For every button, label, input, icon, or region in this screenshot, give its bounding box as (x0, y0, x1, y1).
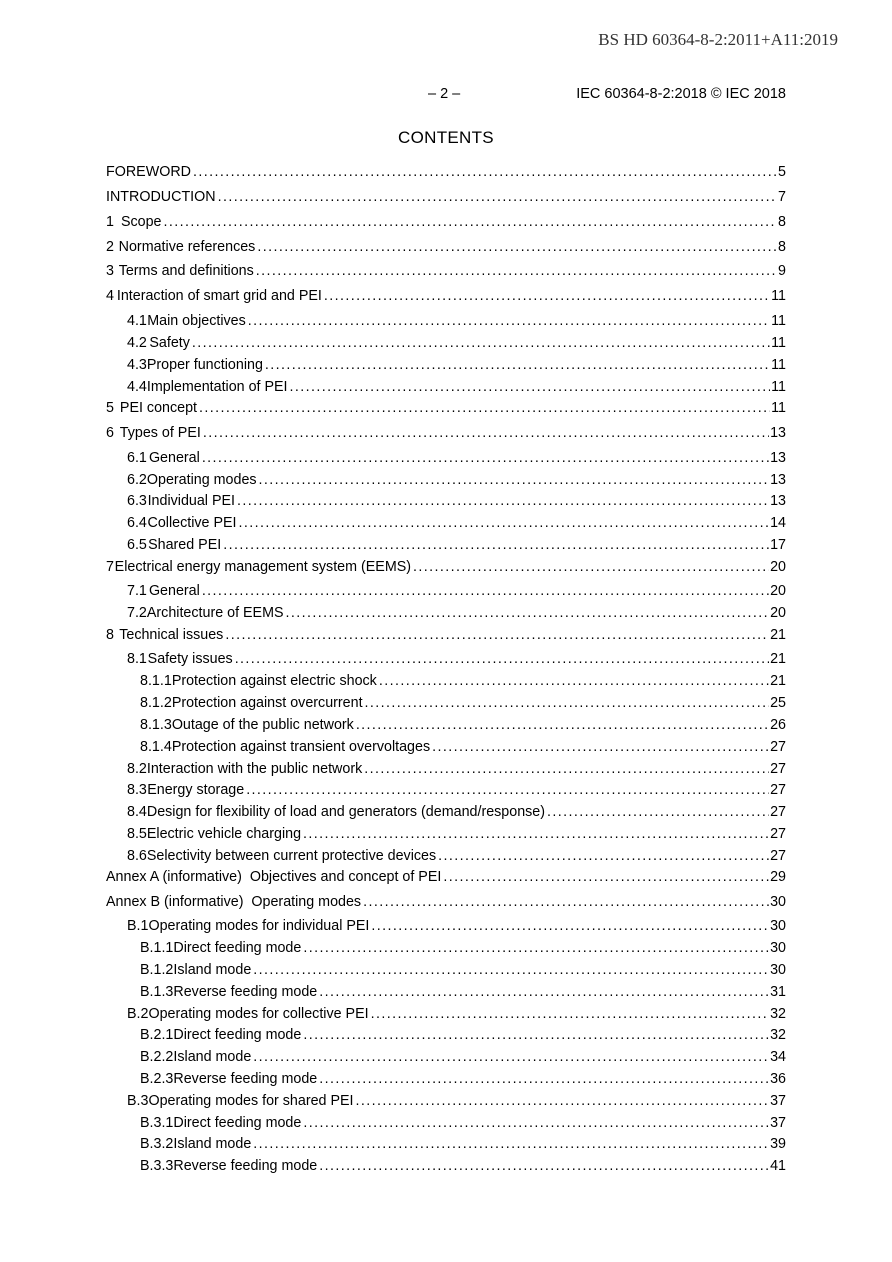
toc-dot-leader (223, 536, 769, 554)
toc-entry-label: Island mode (173, 962, 252, 978)
toc-entry[interactable] (127, 471, 786, 489)
toc-entry-page: 36 (770, 1071, 786, 1087)
toc-dot-leader (248, 312, 770, 330)
toc-dot-leader (253, 1048, 769, 1066)
toc-entry-page: 13 (770, 425, 786, 441)
toc-entry-number: B.2.1 (140, 1027, 174, 1043)
toc-entry[interactable] (140, 1157, 786, 1175)
toc-entry-label: PEI concept (119, 400, 197, 416)
toc-entry-number: 8.1 (127, 651, 147, 667)
toc-entry[interactable] (140, 1026, 786, 1044)
toc-dot-leader (356, 1092, 770, 1110)
toc-entry-page: 37 (770, 1093, 786, 1109)
toc-dot-leader (379, 672, 769, 690)
toc-dot-leader (413, 558, 769, 576)
toc-entry-label: Direct feeding mode (173, 940, 302, 956)
toc-dot-leader (432, 738, 769, 756)
toc-dot-leader (303, 1026, 769, 1044)
toc-entry-page: 20 (770, 583, 786, 599)
toc-entry-label: Collective PEI (147, 515, 237, 531)
toc-entry-number: B.1 (127, 918, 149, 934)
toc-entry-page: 27 (770, 804, 786, 820)
toc-dot-leader (259, 471, 770, 489)
toc-entry[interactable] (106, 893, 786, 911)
toc-entry-number: 8.1.2 (140, 695, 172, 711)
toc-dot-leader (199, 399, 770, 417)
toc-entry-number: 6.2 (127, 472, 147, 488)
toc-entry-number: B.2.2 (140, 1049, 174, 1065)
toc-entry-number: B.2 (127, 1006, 149, 1022)
toc-entry[interactable] (127, 1005, 786, 1023)
toc-entry[interactable] (127, 781, 786, 799)
toc-entry-page: 34 (770, 1049, 786, 1065)
toc-entry-page: 11 (771, 379, 786, 395)
toc-entry-label: General (148, 450, 200, 466)
toc-dot-leader (303, 825, 769, 843)
toc-entry-number: B.3.2 (140, 1136, 174, 1152)
toc-entry-number: B.1.1 (140, 940, 174, 956)
toc-entry-label: Technical issues (119, 627, 224, 643)
toc-entry-label: Safety issues (147, 651, 233, 667)
toc-entry[interactable] (106, 262, 786, 280)
toc-entry-number: 8.1.3 (140, 717, 172, 733)
toc-dot-leader (218, 188, 777, 206)
toc-entry[interactable] (127, 334, 786, 352)
toc-entry-page: 27 (770, 761, 786, 777)
toc-entry-label: Types of PEI (119, 425, 201, 441)
toc-dot-leader (365, 694, 770, 712)
toc-entry[interactable] (140, 1048, 786, 1066)
toc-dot-leader (203, 424, 769, 442)
toc-entry-label: Direct feeding mode (173, 1027, 302, 1043)
toc-dot-leader (324, 287, 770, 305)
toc-entry[interactable] (127, 312, 786, 330)
toc-dot-leader (192, 334, 770, 352)
toc-entry[interactable] (106, 424, 786, 442)
toc-entry-number: 8.1.4 (140, 739, 172, 755)
document-identifier: BS HD 60364-8-2:2011+A11:2019 (598, 30, 838, 49)
toc-entry-label: Architecture of EEMS (146, 605, 284, 621)
toc-entry-label: Operating modes for collective PEI (148, 1006, 369, 1022)
toc-entry[interactable] (127, 825, 786, 843)
toc-entry-page: 27 (770, 782, 786, 798)
toc-entry[interactable] (127, 1092, 786, 1110)
toc-entry-page: 31 (770, 984, 786, 1000)
toc-entry-page: 30 (770, 940, 786, 956)
toc-entry[interactable] (106, 163, 786, 181)
toc-entry-number: 6.1 (127, 450, 147, 466)
toc-dot-leader (303, 1114, 769, 1132)
toc-entry-label: Operating modes (146, 472, 257, 488)
toc-entry-label: Scope (120, 214, 162, 230)
toc-entry-page: 13 (770, 472, 786, 488)
toc-entry-label: Design for flexibility of load and generators (demand/response) (146, 804, 546, 820)
toc-entry-number: 8.4 (127, 804, 147, 820)
toc-dot-leader (256, 262, 777, 280)
toc-entry-label: Protection against electric shock (171, 673, 377, 689)
toc-entry-page: 14 (770, 515, 786, 531)
toc-entry-number: 7.2 (127, 605, 147, 621)
toc-entry[interactable] (127, 650, 786, 668)
toc-entry[interactable] (140, 694, 786, 712)
toc-dot-leader (257, 238, 777, 256)
toc-dot-leader (364, 760, 769, 778)
toc-entry-label: Electrical energy management system (EEMS) (114, 559, 412, 575)
toc-entry-page: 32 (770, 1027, 786, 1043)
toc-entry-number: 6 (106, 425, 114, 441)
toc-entry-label: Direct feeding mode (173, 1115, 302, 1131)
toc-dot-leader (163, 213, 777, 231)
toc-entry-label: Protection against overcurrent (171, 695, 363, 711)
toc-entry-number: B.3.3 (140, 1158, 174, 1174)
toc-entry-page: 29 (770, 869, 786, 885)
toc-entry-label: Reverse feeding mode (173, 1071, 318, 1087)
toc-entry[interactable] (106, 558, 786, 576)
toc-entry-page: 11 (771, 288, 786, 304)
toc-entry-number: 6.5 (127, 537, 147, 553)
toc-dot-leader (265, 356, 770, 374)
toc-entry[interactable] (127, 803, 786, 821)
toc-entry-label: General (148, 583, 200, 599)
toc-entry-page: 27 (770, 848, 786, 864)
standard-reference: IEC 60364-8-2:2018 © IEC 2018 (576, 86, 786, 102)
toc-dot-leader (237, 492, 769, 510)
toc-entry-page: 8 (778, 214, 786, 230)
toc-entry-page: 21 (770, 627, 786, 643)
toc-entry-label: Annex A (informative) Objectives and concept of PEI (106, 869, 442, 885)
toc-entry[interactable] (127, 514, 786, 532)
toc-dot-leader (290, 378, 771, 396)
toc-entry-number: 7.1 (127, 583, 147, 599)
toc-entry-page: 13 (770, 450, 786, 466)
toc-entry-label: Implementation of PEI (146, 379, 288, 395)
toc-dot-leader (193, 163, 777, 181)
toc-dot-leader (202, 449, 769, 467)
toc-entry-number: B.1.2 (140, 962, 174, 978)
toc-dot-leader (371, 917, 769, 935)
toc-entry-page: 20 (770, 559, 786, 575)
toc-entry[interactable] (106, 213, 786, 231)
toc-entry-page: 39 (770, 1136, 786, 1152)
toc-entry-label: Selectivity between current protective devices (146, 848, 437, 864)
toc-entry-number: 3 (106, 263, 114, 279)
toc-entry-page: 8 (778, 239, 786, 255)
toc-entry-page: 27 (770, 826, 786, 842)
toc-entry[interactable] (140, 961, 786, 979)
toc-entry-page: 5 (778, 164, 786, 180)
toc-entry-number: 6.3 (127, 493, 147, 509)
toc-entry-label: Safety (149, 335, 190, 351)
toc-dot-leader (443, 868, 769, 886)
toc-entry-page: 7 (778, 189, 786, 205)
toc-dot-leader (319, 1157, 769, 1175)
toc-entry-label: Normative references (118, 239, 256, 255)
toc-entry-label: Outage of the public network (171, 717, 354, 733)
toc-entry-label: Operating modes for individual PEI (148, 918, 370, 934)
toc-entry-number: B.1.3 (140, 984, 174, 1000)
toc-entry-label: FOREWORD (106, 164, 191, 180)
toc-entry[interactable] (140, 1114, 786, 1132)
toc-entry-page: 11 (771, 357, 786, 373)
toc-entry[interactable] (127, 356, 786, 374)
toc-entry-label: Interaction of smart grid and PEI (116, 288, 322, 304)
toc-entry-number: 2 (106, 239, 114, 255)
toc-entry[interactable] (106, 626, 786, 644)
toc-entry-number: 8.5 (127, 826, 147, 842)
toc-entry-label: Interaction with the public network (146, 761, 363, 777)
toc-entry[interactable] (127, 604, 786, 622)
toc-entry-page: 30 (770, 918, 786, 934)
toc-dot-leader (319, 983, 769, 1001)
toc-entry[interactable] (106, 868, 786, 886)
toc-entry[interactable] (127, 760, 786, 778)
toc-entry-label: Individual PEI (147, 493, 235, 509)
toc-entry-number: 5 (106, 400, 114, 416)
toc-entry-label: INTRODUCTION (106, 189, 216, 205)
toc-entry-label: Main objectives (147, 313, 246, 329)
toc-entry[interactable] (140, 1070, 786, 1088)
toc-dot-leader (356, 716, 769, 734)
toc-entry-page: 27 (770, 739, 786, 755)
toc-entry[interactable] (127, 917, 786, 935)
toc-entry-number: 6.4 (127, 515, 147, 531)
toc-entry-number: 4.4 (127, 379, 147, 395)
toc-entry-page: 30 (770, 962, 786, 978)
toc-entry-label: Reverse feeding mode (173, 984, 318, 1000)
toc-entry-label: Shared PEI (148, 537, 222, 553)
toc-entry-number: 4.1 (127, 313, 147, 329)
toc-entry-label: Annex B (informative) Operating modes (106, 894, 362, 910)
toc-entry-page: 25 (770, 695, 786, 711)
toc-entry-number: 4.3 (127, 357, 147, 373)
toc-entry-page: 13 (770, 493, 786, 509)
toc-entry-label: Protection against transient overvoltages (171, 739, 431, 755)
toc-entry-label: Island mode (173, 1049, 252, 1065)
toc-entry[interactable] (127, 536, 786, 554)
toc-entry[interactable] (140, 716, 786, 734)
toc-dot-leader (253, 961, 769, 979)
toc-entry[interactable] (140, 1135, 786, 1153)
toc-entry[interactable] (140, 738, 786, 756)
toc-entry-page: 21 (770, 673, 786, 689)
toc-entry-page: 20 (770, 605, 786, 621)
toc-entry[interactable] (127, 492, 786, 510)
toc-entry-number: B.3 (127, 1093, 149, 1109)
toc-entry-number: 7 (106, 559, 114, 575)
toc-entry-label: Proper functioning (146, 357, 263, 373)
toc-dot-leader (547, 803, 769, 821)
toc-entry-number: B.2.3 (140, 1071, 174, 1087)
toc-entry-label: Electric vehicle charging (146, 826, 302, 842)
toc-entry[interactable] (106, 238, 786, 256)
toc-entry-number: 1 (106, 214, 114, 230)
toc-entry-label: Energy storage (147, 782, 245, 798)
toc-entry-number: B.3.1 (140, 1115, 174, 1131)
toc-entry-label: Reverse feeding mode (173, 1158, 318, 1174)
toc-entry-label: Operating modes for shared PEI (148, 1093, 354, 1109)
toc-entry-page: 17 (770, 537, 786, 553)
toc-dot-leader (371, 1005, 770, 1023)
toc-entry[interactable] (140, 939, 786, 957)
page-number: – 2 – (428, 86, 461, 102)
toc-entry-number: 8.3 (127, 782, 147, 798)
toc-entry[interactable] (127, 582, 786, 600)
page-title: CONTENTS (398, 128, 494, 147)
toc-dot-leader (239, 514, 770, 532)
toc-entry-label: Terms and definitions (118, 263, 254, 279)
toc-dot-leader (319, 1070, 769, 1088)
toc-dot-leader (303, 939, 769, 957)
toc-dot-leader (202, 582, 769, 600)
toc-entry-page: 32 (770, 1006, 786, 1022)
toc-entry[interactable] (106, 399, 786, 417)
toc-entry-page: 26 (770, 717, 786, 733)
toc-entry[interactable] (140, 983, 786, 1001)
toc-entry[interactable] (127, 449, 786, 467)
toc-entry-page: 30 (770, 894, 786, 910)
toc-entry-number: 8.2 (127, 761, 147, 777)
toc-entry-number: 8 (106, 627, 114, 643)
toc-entry-page: 9 (778, 263, 786, 279)
toc-entry-number: 4 (106, 288, 114, 304)
toc-entry-page: 21 (770, 651, 786, 667)
toc-entry[interactable] (127, 378, 786, 396)
toc-entry-page: 37 (770, 1115, 786, 1131)
toc-entry-page: 11 (771, 335, 786, 351)
toc-entry-label: Island mode (173, 1136, 252, 1152)
toc-entry[interactable] (106, 287, 786, 305)
toc-dot-leader (225, 626, 769, 644)
toc-dot-leader (363, 893, 769, 911)
toc-entry-page: 41 (770, 1158, 786, 1174)
toc-entry[interactable] (127, 847, 786, 865)
toc-dot-leader (246, 781, 769, 799)
toc-entry-page: 11 (771, 400, 786, 416)
toc-dot-leader (286, 604, 770, 622)
toc-entry[interactable] (106, 188, 786, 206)
toc-entry[interactable] (140, 672, 786, 690)
toc-dot-leader (253, 1135, 769, 1153)
toc-entry-page: 11 (771, 313, 786, 329)
toc-dot-leader (235, 650, 769, 668)
toc-entry-number: 4.2 (127, 335, 147, 351)
toc-dot-leader (438, 847, 769, 865)
toc-entry-number: 8.6 (127, 848, 147, 864)
toc-entry-number: 8.1.1 (140, 673, 172, 689)
